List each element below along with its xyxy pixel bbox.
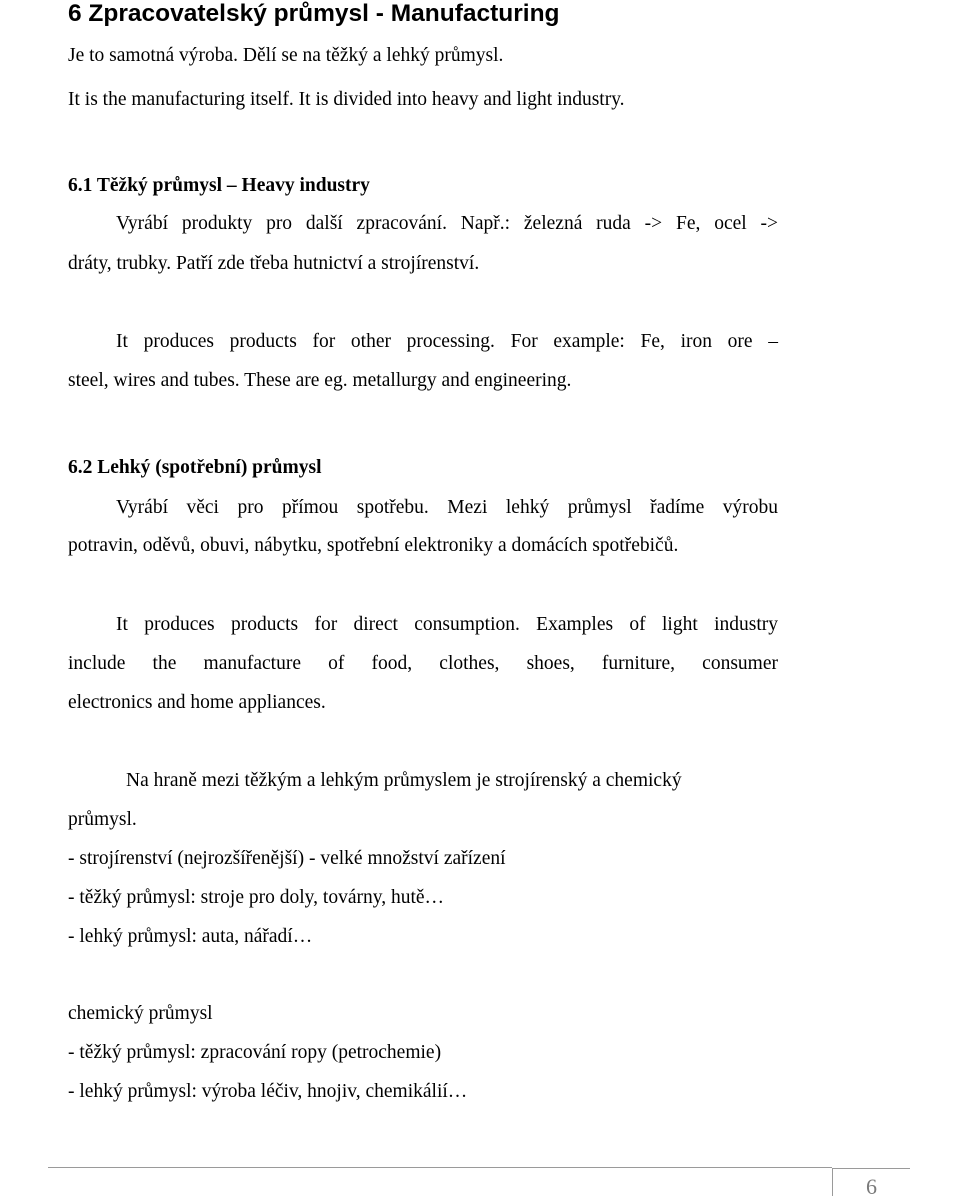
heavy-industry-heading: 6.1 Těžký průmysl – Heavy industry [68,175,370,196]
light-english-line-2: include the manufacture of food, clothes, shoes, furniture, consumer [68,653,778,674]
heavy-english-line-2: steel, wires and tubes. These are eg. metallurgy and engineering. [68,370,572,391]
light-english-line-1: It produces products for direct consumption. Examples of light industry [116,614,778,635]
heavy-czech-line-1: Vyrábí produkty pro další zpracování. Např.: železná ruda -> Fe, ocel -> [116,213,778,234]
border-paragraph-line-1: Na hraně mezi těžkým a lehkým průmyslem je strojírenský a chemický [126,770,682,791]
page-number: 6 [866,1174,877,1199]
page-number-box [832,1168,910,1199]
list-item: - lehký průmysl: auta, nářadí… [68,926,313,947]
heavy-czech-line-2: dráty, trubky. Patří zde třeba hutnictví a strojírenství. [68,253,480,274]
list-item: - lehký průmysl: výroba léčiv, hnojiv, chemikálií… [68,1081,468,1102]
page-title: 6 Zpracovatelský průmysl - Manufacturing [68,0,560,27]
footer-rule [48,1167,832,1168]
light-english-line-3: electronics and home appliances. [68,692,326,713]
light-czech-line-2: potravin, oděvů, obuvi, nábytku, spotřební elektroniky a domácích spotřebičů. [68,535,679,556]
border-paragraph-line-2: průmysl. [68,809,137,830]
list-item: - těžký průmysl: zpracování ropy (petrochemie) [68,1042,442,1063]
heavy-english-line-1: It produces products for other processing. For example: Fe, iron ore – [116,331,778,352]
light-industry-heading: 6.2 Lehký (spotřební) průmysl [68,457,322,478]
intro-czech: Je to samotná výroba. Dělí se na těžký a lehký průmysl. [68,45,504,66]
light-czech-line-1: Vyrábí věci pro přímou spotřebu. Mezi lehký průmysl řadíme výrobu [116,497,778,518]
list-item: - těžký průmysl: stroje pro doly, továrny, hutě… [68,887,445,908]
chemical-industry-heading: chemický průmysl [68,1003,213,1024]
list-item: - strojírenství (nejrozšířenější) - velké množství zařízení [68,848,506,869]
intro-english: It is the manufacturing itself. It is divided into heavy and light industry. [68,89,625,110]
